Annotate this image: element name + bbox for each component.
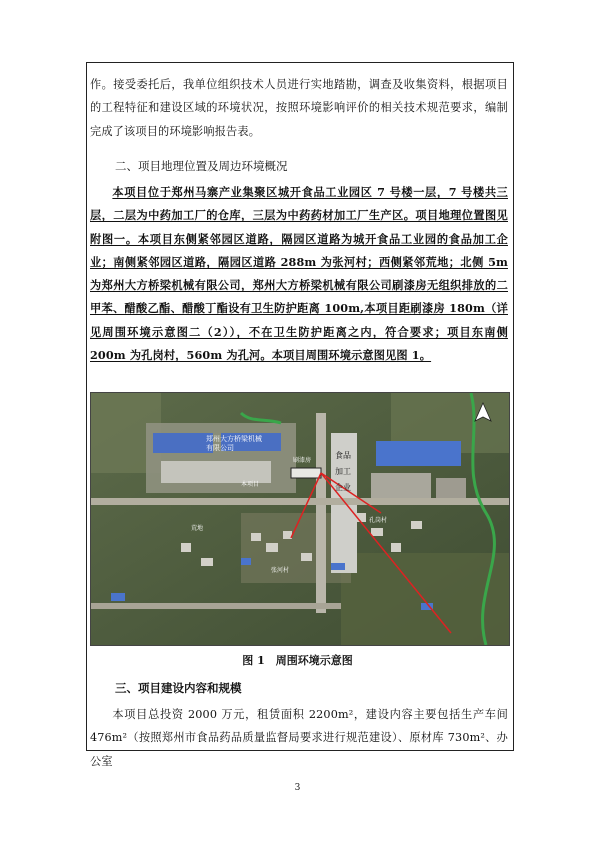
label-zhanghe: 张河村 bbox=[271, 567, 290, 574]
label-kongang: 孔岗村 bbox=[369, 517, 388, 524]
surroundings-map bbox=[90, 392, 510, 646]
section-3-paragraph: 本项目总投资 2000 万元，租赁面积 2200m²，建设内容主要包括生产车间 476m²（按照郑州市食品药品质量监督局要求进行规范建设）、原材库 730m²、办公室 bbox=[90, 708, 508, 768]
satellite-map-image bbox=[91, 393, 509, 645]
label-paint-room: 刷漆房 bbox=[293, 457, 312, 464]
intro-paragraph: 作。接受委托后，我单位组织技术人员进行实地踏勘，调查及收集资料，根据项目的工程特征和建设区域的环境状况，按照环境影响评价的相关技术规范要求，编制完成了该项目的环境影响报告表。 bbox=[90, 78, 508, 138]
section-2-heading: 二、项目地理位置及周边环境概况 bbox=[115, 159, 288, 173]
section-2-paragraph: 本项目位于郑州马寨产业集聚区城开食品工业园区 7 号楼一层，7 号楼共三层，二层为中药加工厂的仓库，三层为中药药材加工厂生产区。项目地理位置图见附图一。本项目东侧紧邻园区道路，隔园区道路为城开食品工业园的食品加工企业；南侧紧邻园区道路，隔园区道路 288m 为张河村；西侧紧邻荒地；北侧 5m 为郑州大方桥梁机械有限公司，郑州大方桥梁机械有限公司刷漆房无组织排放的二甲苯、醋酸乙酯、醋酸丁酯设有卫生防护距离 100m,本项目距刷漆房 180m（详见周围环境示意图二（2）），不在卫生防护距离之内，符合要求；项目东南侧 200m 为孔岗村，560m 为孔河。本项目周围环境示意图见图 1。 bbox=[90, 185, 508, 363]
label-wasteland: 荒地 bbox=[191, 525, 204, 532]
label-food-park: 食品加工企业 bbox=[335, 451, 351, 492]
page-number: 3 bbox=[294, 783, 301, 793]
label-company: 郑州大方桥梁机械有限公司 bbox=[206, 435, 262, 452]
section-3-heading: 三、项目建设内容和规模 bbox=[115, 681, 242, 695]
label-project: 本项目 bbox=[241, 481, 260, 488]
figure-caption: 图 1 周围环境示意图 bbox=[242, 654, 353, 667]
